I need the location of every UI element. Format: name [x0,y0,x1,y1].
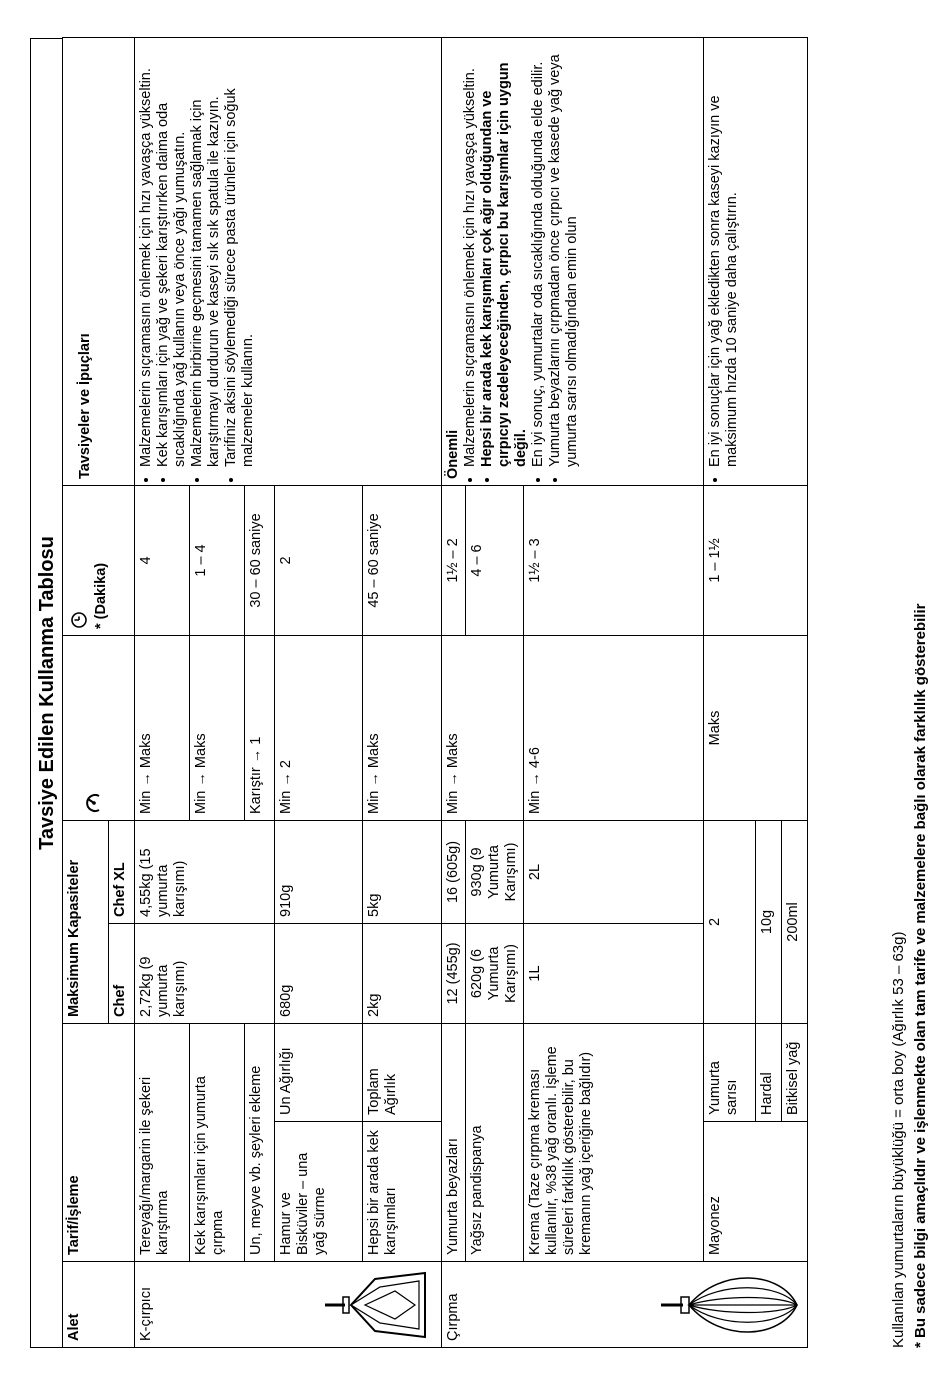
speed-cell: Min → 4-6 [524,636,704,821]
tip-item: • Kek karışımları için yağ ve şekeri karıştırırken daima oda sıcaklığında yağ kullanın veya önce yağı yumuşatın. [155,44,189,467]
tips-heading: Önemli [445,429,461,479]
speed-dial-icon [82,792,104,814]
tip-item: • Tarifiniz aksini söylemediği sürece pasta ürünleri için soğuk malzemeler kullanın. [223,44,257,467]
tool-label: K-çırpıcı [138,1287,154,1341]
recipe-cell: Kek karışımları için yumurta çırpma [189,1024,244,1262]
chef-capacity: 620g (6 Yumurta Karışımı) [466,924,524,1024]
k-beater-icon [325,1267,435,1343]
tip-item: • Yumurta beyazlarını çırpmadan önce çırpıcı ve kasede yağ veya yumurta sarısı olmadığından emin olun [547,44,581,467]
header-time [63,486,135,636]
recipe-sub-cell: Bitkisel yağ [782,1024,808,1122]
clock-icon [70,611,88,629]
time-cell: 1 – 1½ [704,486,808,636]
tips-cell [135,38,442,486]
recipe-cell: Yağsız pandispanya [466,1024,524,1262]
speed-cell: Min → Maks [135,636,190,821]
time-cell: 1 – 4 [189,486,244,636]
tips-cell [442,38,704,486]
capacity-cell: 10g [756,821,782,1024]
header-chef-xl: Chef XL [109,821,135,924]
tip-item: • Malzemelerin sıçramasını önlemek için hızı yavaşça yükseltin. [138,44,155,467]
chef-xl-capacity: 5kg [363,821,442,924]
header-speed [63,636,135,821]
chef-capacity: 2kg [363,924,442,1024]
chef-capacity: 12 (455g) [442,924,466,1024]
recipe-cell: Yumurta beyazları [442,1024,466,1262]
time-cell: 30 – 60 saniye [244,486,275,636]
tool-label: Çırpma [445,1293,461,1341]
speed-cell: Karıştır → 1 [244,636,275,821]
recipe-sub-cell: Yumurta sarısı [704,1024,756,1122]
tool-kbeater [135,1262,442,1348]
usage-table [62,37,808,1348]
recipe-cell: Hepsi bir arada kek karışımları [363,1122,442,1262]
tips-list [138,44,257,479]
chef-xl-capacity: 930g (9 Yumurta Karışımı) [466,821,524,924]
recipe-cell: Tereyağı/margarin ile şekeri karıştırma [135,1024,190,1262]
recipe-cell: Mayonez [704,1122,808,1262]
time-cell: 4 [135,486,190,636]
tip-item: • En iyi sonuçlar için yağ ekledikten sonra kaseyi kazıyın ve maksimum hızda 10 saniye daha çalıştırın. [707,44,741,467]
tip-item: • En iyi sonuç, yumurtalar oda sıcaklığında olduğunda elde edilir. [530,44,547,467]
chef-xl-capacity: 4,55kg (15 yumurta karışımı) [135,821,275,924]
table-row [704,38,756,1348]
header-recipe: Tarif/İşleme [63,1024,135,1262]
time-cell: 2 [275,486,363,636]
recipe-cell: Hamur ve Bisküviler – una yağ sürme [275,1122,363,1262]
recipe-cell: Krema (Taze çırpma kreması kullanılır, %38 yağ oranlı. İşleme süreleri farklılık gösterebilir, bu kremanın yağ içeriğine bağlıdır) [524,1024,704,1262]
speed-cell: Min → Maks [442,636,524,821]
time-cell: 1½ – 3 [524,486,704,636]
time-unit-label: * (Dakika) [93,562,109,629]
chef-capacity: 1L [524,924,704,1024]
time-cell: 4 – 6 [466,486,524,636]
footnote-disclaimer: * Bu sadece bilgi amaçlıdır ve işlenmekte olan tam tarife ve malzemelere bağlı olarak farklılık gösterebilir [912,603,929,1348]
tips-cell [704,38,808,486]
recipe-sub-cell: Hardal [756,1024,782,1122]
chef-xl-capacity: 910g [275,821,363,924]
time-cell: 45 – 60 saniye [363,486,442,636]
chef-capacity: 2,72kg (9 yumurta karışımı) [135,924,275,1024]
recipe-sub-cell: Un Ağırlığı [275,1024,363,1122]
speed-cell: Min → Maks [363,636,442,821]
speed-cell: Maks [704,636,808,821]
table-row [135,38,190,1348]
capacity-cell: 200ml [782,821,808,1024]
capacity-cell: 2 [704,821,756,1024]
chef-xl-capacity: 2L [524,821,704,924]
header-tool: Alet [63,1262,135,1348]
chef-capacity: 680g [275,924,363,1024]
header-max-capacity: Maksimum Kapasiteler [63,821,109,1024]
footnote-eggs: Kullanılan yumurtaların büyüklüğü = orta boy (Ağırlık 53 – 63g) [890,931,907,1348]
chef-xl-capacity: 16 (605g) [442,821,466,924]
recipe-sub-cell: Toplam Ağırlık [363,1024,442,1122]
tip-item-bold: • Hepsi bir arada kek karışımları çok ağır olduğundan ve çırpıcıyı zedeleyeceğinden, çırpıcı bu karışımlar için uygun değil. [479,44,530,467]
tips-list [707,44,741,479]
tips-list [462,44,581,479]
table-title: Tavsiye Edilen Kullanma Tablosu [30,38,62,1348]
speed-cell: Min → 2 [275,636,363,821]
tool-whisk [442,1262,808,1348]
recipe-cell: Un, meyve vb. şeyleri ekleme [244,1024,275,1262]
header-chef: Chef [109,924,135,1024]
header-tips: Tavsiyeler ve İpuçları [63,38,135,486]
whisk-icon [661,1267,801,1343]
tip-item: • Malzemelerin birbirine geçmesini tamamen sağlamak için karıştırmayı durdurun ve kaseyi sık sık spatula ile kazıyın. [189,44,223,467]
tip-item: • Malzemelerin sıçramasını önlemek için hızı yavaşça yükseltin. [462,44,479,467]
time-cell: 1½ – 2 [442,486,466,636]
speed-cell: Min → Maks [189,636,244,821]
table-row [442,38,466,1348]
